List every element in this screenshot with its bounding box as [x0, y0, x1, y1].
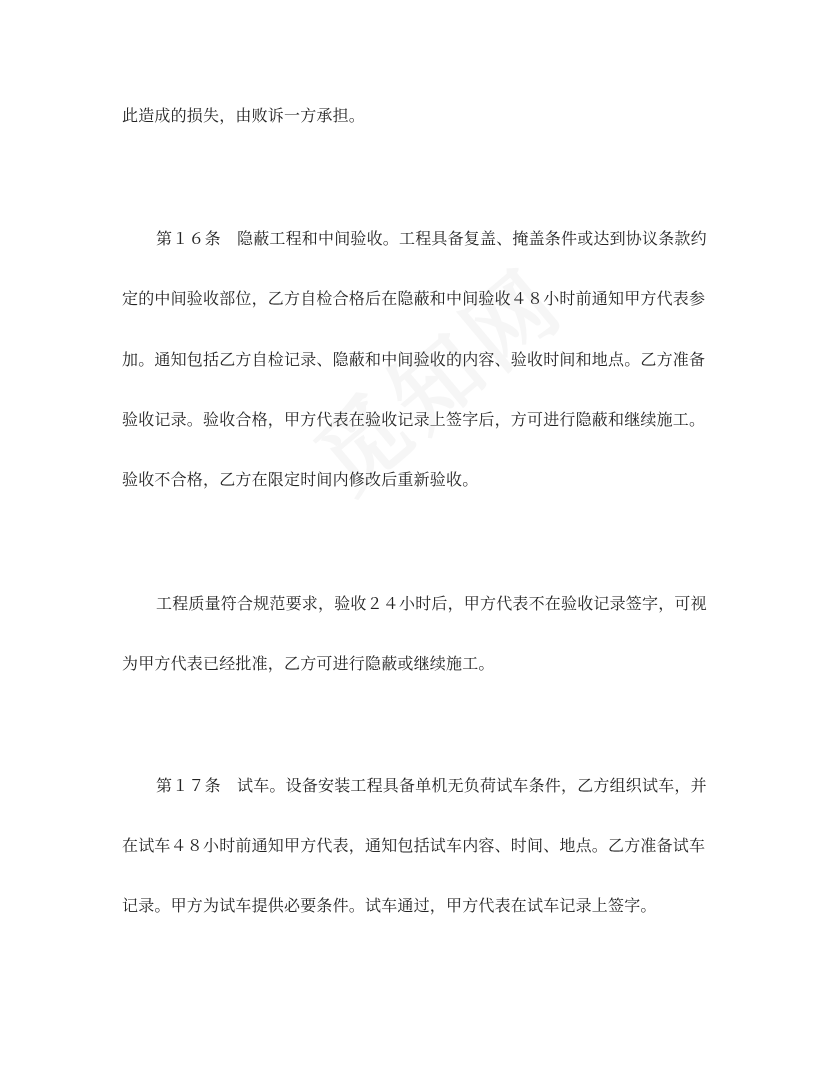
- article-17-line-2: 在试车４８小时前通知甲方代表，通知包括试车内容、时间、地点。乙方准备试车: [122, 836, 706, 855]
- article-16-line-1: 第１６条 隐蔽工程和中间验收。工程具备复盖、掩盖条件或达到协议条款约: [156, 229, 707, 248]
- article-16-line-4: 验收记录。验收合格，甲方代表在验收记录上签字后，方可进行隐蔽和继续施工。: [122, 410, 706, 429]
- article-16-line-5: 验收不合格，乙方在限定时间内修改后重新验收。: [122, 470, 479, 489]
- quality-para-line-1: 工程质量符合规范要求，验收２４小时后，甲方代表不在验收记录签字，可视: [156, 594, 707, 613]
- article-16-line-2: 定的中间验收部位，乙方自检合格后在隐蔽和中间验收４８小时前通知甲方代表参: [122, 289, 706, 308]
- text-line-1: 此造成的损失，由败诉一方承担。: [122, 106, 366, 125]
- article-17-line-1: 第１７条 试车。设备安装工程具备单机无负荷试车条件，乙方组织试车，并: [156, 776, 707, 795]
- article-17-line-3: 记录。甲方为试车提供必要条件。试车通过，甲方代表在试车记录上签字。: [122, 896, 657, 915]
- watermark: [274, 222, 607, 537]
- article-16-line-3: 加。通知包括乙方自检记录、隐蔽和中间验收的内容、验收时间和地点。乙方准备: [122, 350, 706, 369]
- quality-para-line-2: 为甲方代表已经批准，乙方可进行隐蔽或继续施工。: [122, 654, 495, 673]
